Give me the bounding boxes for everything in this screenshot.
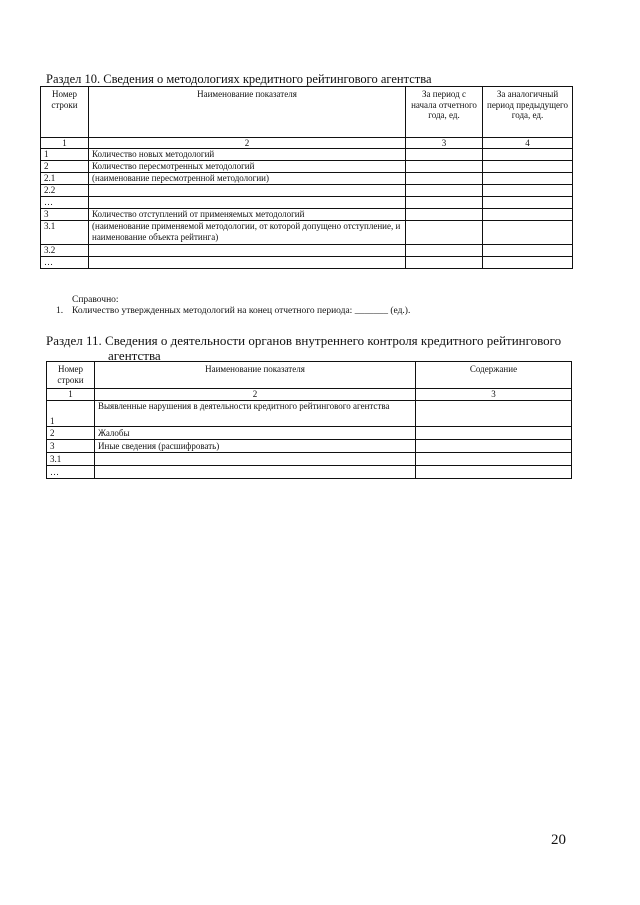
methodologies-table <box>40 86 573 269</box>
row-number: 1 <box>47 401 95 427</box>
value-cell-current[interactable] <box>406 173 483 185</box>
column-number-row <box>41 138 573 149</box>
section-11-title <box>46 333 561 363</box>
value-cell-previous[interactable] <box>483 197 573 209</box>
value-cell-current[interactable] <box>406 197 483 209</box>
value-cell-previous[interactable] <box>483 209 573 221</box>
content-cell[interactable] <box>416 401 572 427</box>
indicator-name: Количество отступлений от применяемых методологий <box>89 209 406 221</box>
table-row <box>41 185 573 197</box>
table-header-row <box>47 362 572 389</box>
header-row-number: Номер строки <box>47 362 95 389</box>
value-cell-previous[interactable] <box>483 221 573 245</box>
reference-item-number: 1. <box>56 306 64 316</box>
content-cell[interactable] <box>416 453 572 466</box>
column-number: 2 <box>95 389 416 401</box>
internal-control-table <box>46 361 572 479</box>
reference-item-text: Количество утвержденных методологий на конец отчетного периода: _______ (ед.). <box>72 306 411 316</box>
indicator-name: Количество новых методологий <box>89 149 406 161</box>
table-row <box>41 209 573 221</box>
column-number: 1 <box>41 138 89 149</box>
row-number: 3.1 <box>41 221 89 245</box>
indicator-name <box>95 453 416 466</box>
indicator-name: Выявленные нарушения в деятельности кредитного рейтингового агентства <box>95 401 416 427</box>
column-number-row <box>47 389 572 401</box>
row-number: … <box>47 466 95 479</box>
indicator-name: (наименование применяемой методологии, от которой допущено отступление, и наименование объекта рейтинга) <box>89 221 406 245</box>
indicator-name <box>95 466 416 479</box>
header-indicator-name: Наименование показателя <box>89 87 406 138</box>
section-11-title-line1: Раздел 11. Сведения о деятельности органов внутреннего контроля кредитного рейтингового <box>46 333 562 348</box>
row-number: 1 <box>41 149 89 161</box>
table-row <box>41 149 573 161</box>
value-cell-previous[interactable] <box>483 257 573 269</box>
column-number: 3 <box>416 389 572 401</box>
indicator-name: Жалобы <box>95 427 416 440</box>
indicator-name: (наименование пересмотренной методологии) <box>89 173 406 185</box>
row-number: … <box>41 197 89 209</box>
value-cell-previous[interactable] <box>483 149 573 161</box>
reference-item <box>56 306 410 316</box>
value-cell-current[interactable] <box>406 161 483 173</box>
column-number: 4 <box>483 138 573 149</box>
row-number: 2 <box>47 427 95 440</box>
value-cell-current[interactable] <box>406 149 483 161</box>
value-cell-previous[interactable] <box>483 185 573 197</box>
table-row <box>47 466 572 479</box>
value-cell-current[interactable] <box>406 185 483 197</box>
table-row <box>41 173 573 185</box>
value-cell-current[interactable] <box>406 221 483 245</box>
section-11-title-line2: агентства <box>108 348 161 363</box>
value-cell-previous[interactable] <box>483 245 573 257</box>
row-number: 2 <box>41 161 89 173</box>
value-cell-current[interactable] <box>406 257 483 269</box>
header-row-number: Номер строки <box>41 87 89 138</box>
table-header-row <box>41 87 573 138</box>
header-previous-period: За аналогичный период предыдущего года, ед. <box>483 87 573 138</box>
table-row <box>41 161 573 173</box>
indicator-name: Количество пересмотренных методологий <box>89 161 406 173</box>
table-row <box>41 257 573 269</box>
reference-title: Справочно: <box>72 295 119 305</box>
column-number: 3 <box>406 138 483 149</box>
value-cell-current[interactable] <box>406 245 483 257</box>
indicator-name <box>89 257 406 269</box>
content-cell[interactable] <box>416 427 572 440</box>
table-row <box>47 440 572 453</box>
table-row <box>47 401 572 427</box>
value-cell-current[interactable] <box>406 209 483 221</box>
row-number: 3.1 <box>47 453 95 466</box>
row-number: 2.2 <box>41 185 89 197</box>
row-number: 3.2 <box>41 245 89 257</box>
indicator-name <box>89 245 406 257</box>
row-number: 3 <box>47 440 95 453</box>
row-number: … <box>41 257 89 269</box>
table-row <box>47 453 572 466</box>
indicator-name <box>89 197 406 209</box>
header-current-period: За период с начала отчетного года, ед. <box>406 87 483 138</box>
page-number: 20 <box>551 832 566 848</box>
table-row <box>41 245 573 257</box>
table-row <box>47 427 572 440</box>
column-number: 1 <box>47 389 95 401</box>
content-cell[interactable] <box>416 440 572 453</box>
column-number: 2 <box>89 138 406 149</box>
value-cell-previous[interactable] <box>483 161 573 173</box>
header-indicator-name: Наименование показателя <box>95 362 416 389</box>
table-row <box>41 197 573 209</box>
indicator-name <box>89 185 406 197</box>
header-content: Содержание <box>416 362 572 389</box>
indicator-name: Иные сведения (расшифровать) <box>95 440 416 453</box>
table-row <box>41 221 573 245</box>
content-cell[interactable] <box>416 466 572 479</box>
value-cell-previous[interactable] <box>483 173 573 185</box>
section-10-title: Раздел 10. Сведения о методологиях кредитного рейтингового агентства <box>46 72 432 86</box>
row-number: 3 <box>41 209 89 221</box>
row-number: 2.1 <box>41 173 89 185</box>
